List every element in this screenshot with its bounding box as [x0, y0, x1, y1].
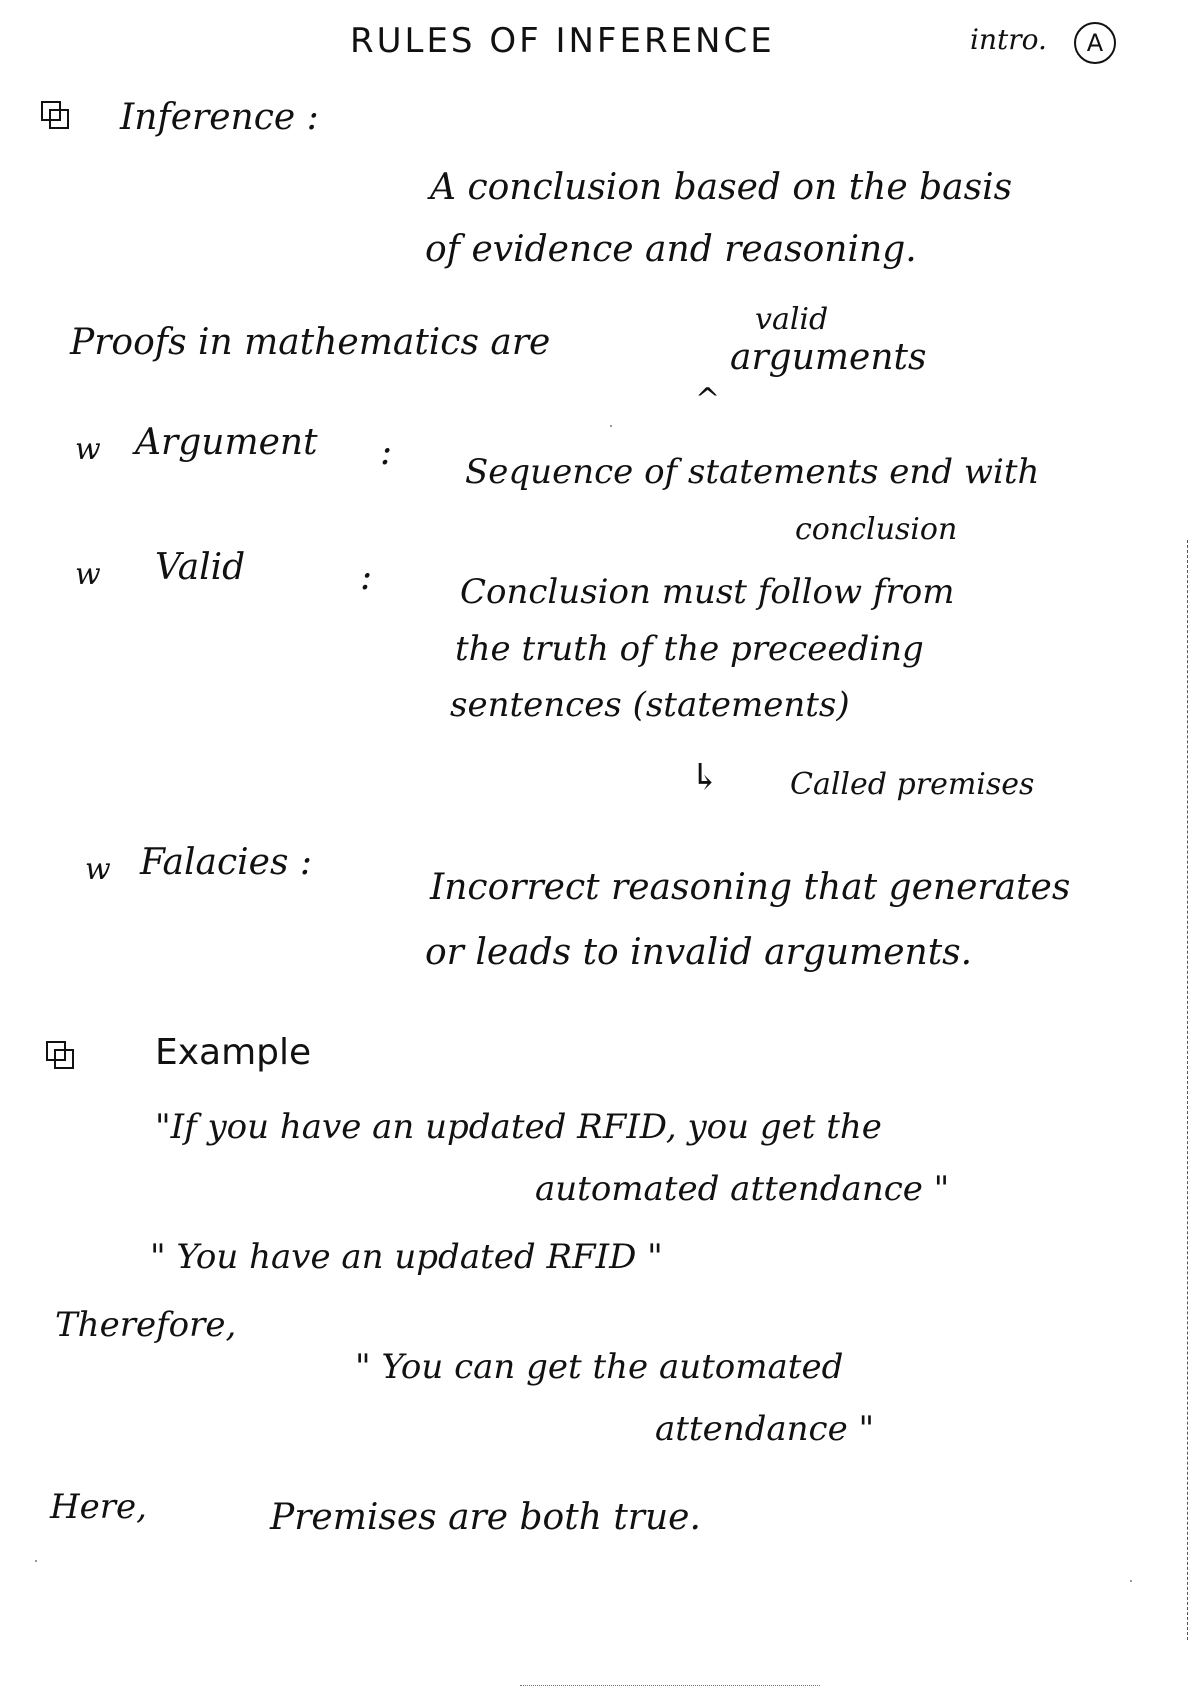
proofs-caret: ^ — [695, 382, 721, 417]
proofs-insert-word: valid — [755, 302, 829, 337]
arrow-icon: ↳ — [690, 757, 721, 798]
page-title: RULES OF INFERENCE — [350, 21, 775, 61]
section-box-icon — [45, 1040, 75, 1070]
example-premise2: " You have an updated RFID " — [150, 1237, 663, 1277]
example-premise1-line2: automated attendance " — [535, 1169, 950, 1209]
scan-margin-line — [1187, 540, 1188, 1640]
inference-def-line2: of evidence and reasoning. — [425, 229, 917, 270]
argument-def-line2: conclusion — [795, 512, 958, 547]
example-therefore: Therefore, — [55, 1305, 237, 1345]
argument-def-line1: Sequence of statements end with — [465, 452, 1040, 492]
falacies-def-line1: Incorrect reasoning that generates — [430, 867, 1071, 908]
falacies-term: Falacies : — [140, 842, 313, 883]
proofs-end: arguments — [730, 337, 927, 378]
argument-colon: : — [380, 432, 393, 473]
scan-speck — [35, 1560, 37, 1562]
valid-def-line2: the truth of the preceeding — [455, 629, 924, 669]
example-here: Here, — [50, 1487, 147, 1527]
inference-def-line1: A conclusion based on the basis — [430, 167, 1013, 208]
argument-term: Argument — [135, 422, 318, 463]
example-heading: Example — [155, 1032, 312, 1073]
valid-colon: : — [360, 557, 373, 598]
valid-bullet: w — [75, 557, 101, 592]
called-premises: Called premises — [790, 767, 1035, 802]
example-here-text: Premises are both true. — [270, 1497, 701, 1538]
section-box-icon — [40, 100, 70, 130]
example-conclusion-line1: " You can get the automated — [355, 1347, 844, 1387]
example-conclusion-line2: attendance " — [655, 1409, 875, 1449]
inference-heading: Inference : — [120, 97, 319, 138]
valid-def-line3: sentences (statements) — [450, 685, 850, 725]
circled-letter: A — [1074, 22, 1116, 64]
scan-bottom-dots — [520, 1685, 820, 1686]
intro-tag: intro. — [970, 23, 1047, 56]
example-premise1-line1: "If you have an updated RFID, you get the — [155, 1107, 882, 1147]
valid-def-line1: Conclusion must follow from — [460, 572, 955, 612]
falacies-bullet: w — [85, 852, 111, 887]
falacies-def-line2: or leads to invalid arguments. — [425, 932, 973, 973]
scan-speck — [610, 425, 612, 427]
scan-speck — [1130, 1580, 1132, 1582]
proofs-line: Proofs in mathematics are — [70, 322, 551, 363]
valid-term: Valid — [155, 547, 246, 588]
argument-bullet: w — [75, 432, 101, 467]
